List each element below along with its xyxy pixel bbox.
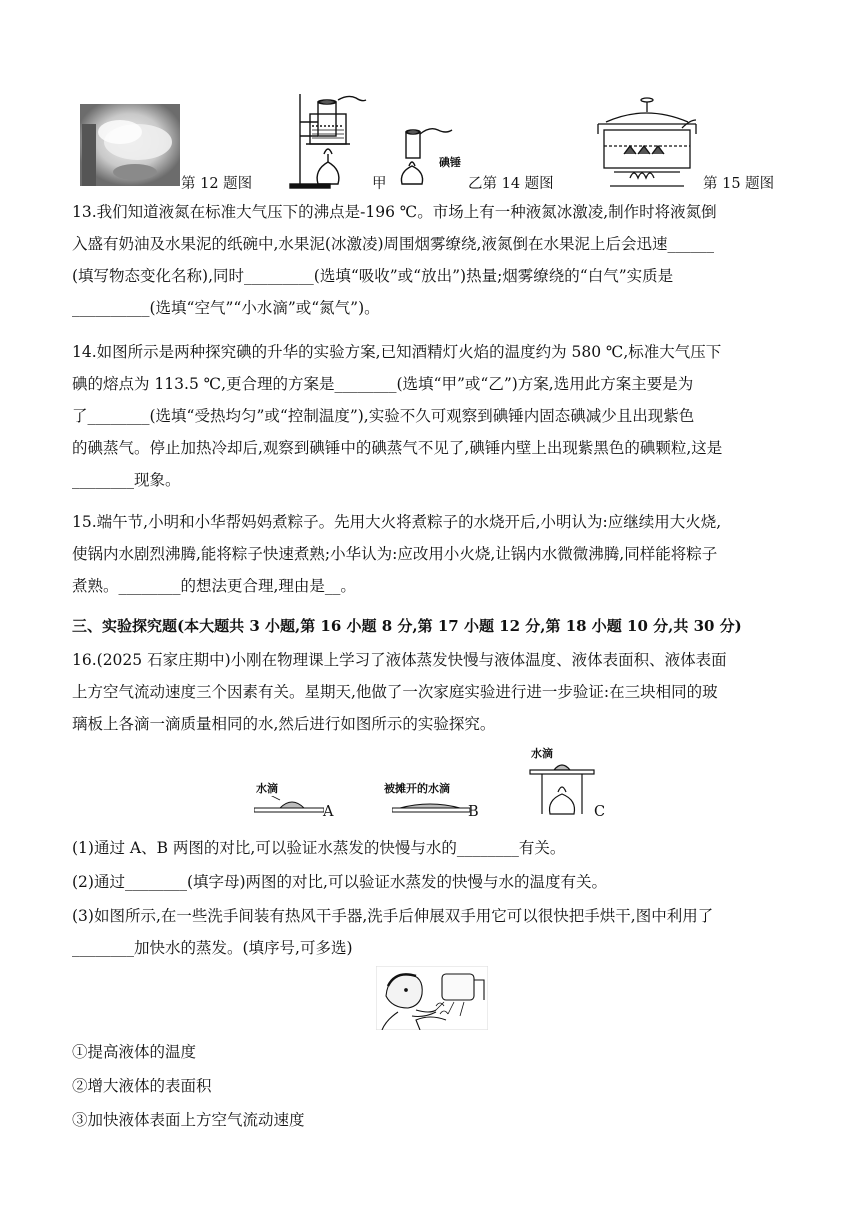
q14-line-5: ________现象。 [72, 471, 181, 489]
q13-line-4: __________(选填“空气”“小水滴”或“氮气”)。 [72, 299, 380, 317]
figure-16-b-glass-plate [392, 796, 470, 814]
figure-15-steamer-pot [594, 94, 700, 190]
q16-part-3-line-1: (3)如图所示,在一些洗手间装有热风干手器,洗手后伸展双手用它可以很快把手烘干,图中利用了 [72, 907, 714, 925]
q14-line-2: 碘的熔点为 113.5 ℃,更合理的方案是________(选填“甲”或“乙”)方案,选用此方案主要是为 [72, 375, 694, 393]
figure-12-caption: 第 12 题图 [181, 176, 253, 192]
figure-14-caption: 乙第 14 题图 [468, 176, 554, 192]
fig16-b-spread-drop-label: 被摊开的水滴 [384, 782, 450, 795]
q15-line-2: 使锅内水剧烈沸腾,能将粽子快速煮熟;小华认为:应改用小火烧,让锅内水微微沸腾,同样能将粽子 [72, 545, 718, 563]
fig16-label-c: C [594, 804, 606, 820]
q16-part-3-line-2: ________加快水的蒸发。(填序号,可多选) [72, 939, 353, 957]
q14-line-3: 了________(选填“受热均匀”或“控制温度”),实验不久可观察到碘锤内固态碘减少且出现紫色 [72, 407, 695, 425]
figure-16-a-glass-plate [254, 796, 324, 814]
q13-line-1: 13.我们知道液氮在标准大气压下的沸点是-196 ℃。市场上有一种液氮冰激凌,制作时将液氮倒 [72, 203, 717, 221]
option-1: ①提高液体的温度 [72, 1043, 197, 1061]
figure-16-c-heated-plate [528, 758, 596, 818]
fig16-c-water-drop-label: 水滴 [531, 747, 553, 760]
option-3: ③加快液体表面上方空气流动速度 [72, 1111, 305, 1129]
q15-line-1: 15.端午节,小明和小华帮妈妈煮粽子。先用大火将煮粽子的水烧开后,小明认为:应继续用大火烧, [72, 513, 722, 531]
option-2: ②增大液体的表面积 [72, 1077, 212, 1095]
q16-part-1: (1)通过 A、B 两图的对比,可以验证水蒸发的快慢与水的________有关。 [72, 839, 566, 857]
figure-16-hand-dryer [376, 966, 488, 1030]
fig16-a-water-drop-label: 水滴 [256, 782, 278, 795]
fig16-label-a: A [323, 804, 334, 820]
q13-line-3: (填写物态变化名称),同时_________(选填“吸收”或“放出”)热量;烟雾缭绕的“白气”实质是 [72, 267, 674, 285]
figure-14-iodine-label: 碘锤 [439, 156, 461, 169]
q14-line-4: 的碘蒸气。停止加热冷却后,观察到碘锤中的碘蒸气不见了,碘锤内壁上出现紫黑色的碘颗粒,这是 [72, 439, 723, 457]
q16-line-1: 16.(2025 石家庄期中)小刚在物理课上学习了液体蒸发快慢与液体温度、液体表面积、液体表面 [72, 651, 727, 669]
figure-14-label-jia: 甲 [372, 176, 387, 192]
q16-part-2: (2)通过________(填字母)两图的对比,可以验证水蒸发的快慢与水的温度有关。 [72, 873, 607, 891]
q13-line-2: 入盛有奶油及水果泥的纸碗中,水果泥(冰激凌)周围烟雾缭绕,液氮倒在水果泥上后会迅速______ [72, 235, 714, 253]
figure-14-jia-apparatus [288, 92, 370, 190]
q14-line-1: 14.如图所示是两种探究碘的升华的实验方案,已知酒精灯火焰的温度约为 580 ℃,标准大气压下 [72, 343, 722, 361]
q16-line-3: 璃板上各滴一滴质量相同的水,然后进行如图所示的实验探究。 [72, 715, 496, 733]
figure-12-photo [80, 104, 180, 186]
section-3-heading: 三、实验探究题(本大题共 3 小题,第 16 小题 8 分,第 17 小题 12 分,第 18 小题 10 分,共 30 分) [72, 617, 742, 635]
q15-line-3: 煮熟。________的想法更合理,理由是__。 [72, 577, 356, 595]
q16-line-2: 上方空气流动速度三个因素有关。星期天,他做了一次家庭实验进行进一步验证:在三块相同的玻 [72, 683, 718, 701]
figure-15-caption: 第 15 题图 [703, 176, 775, 192]
fig16-label-b: B [468, 804, 479, 820]
